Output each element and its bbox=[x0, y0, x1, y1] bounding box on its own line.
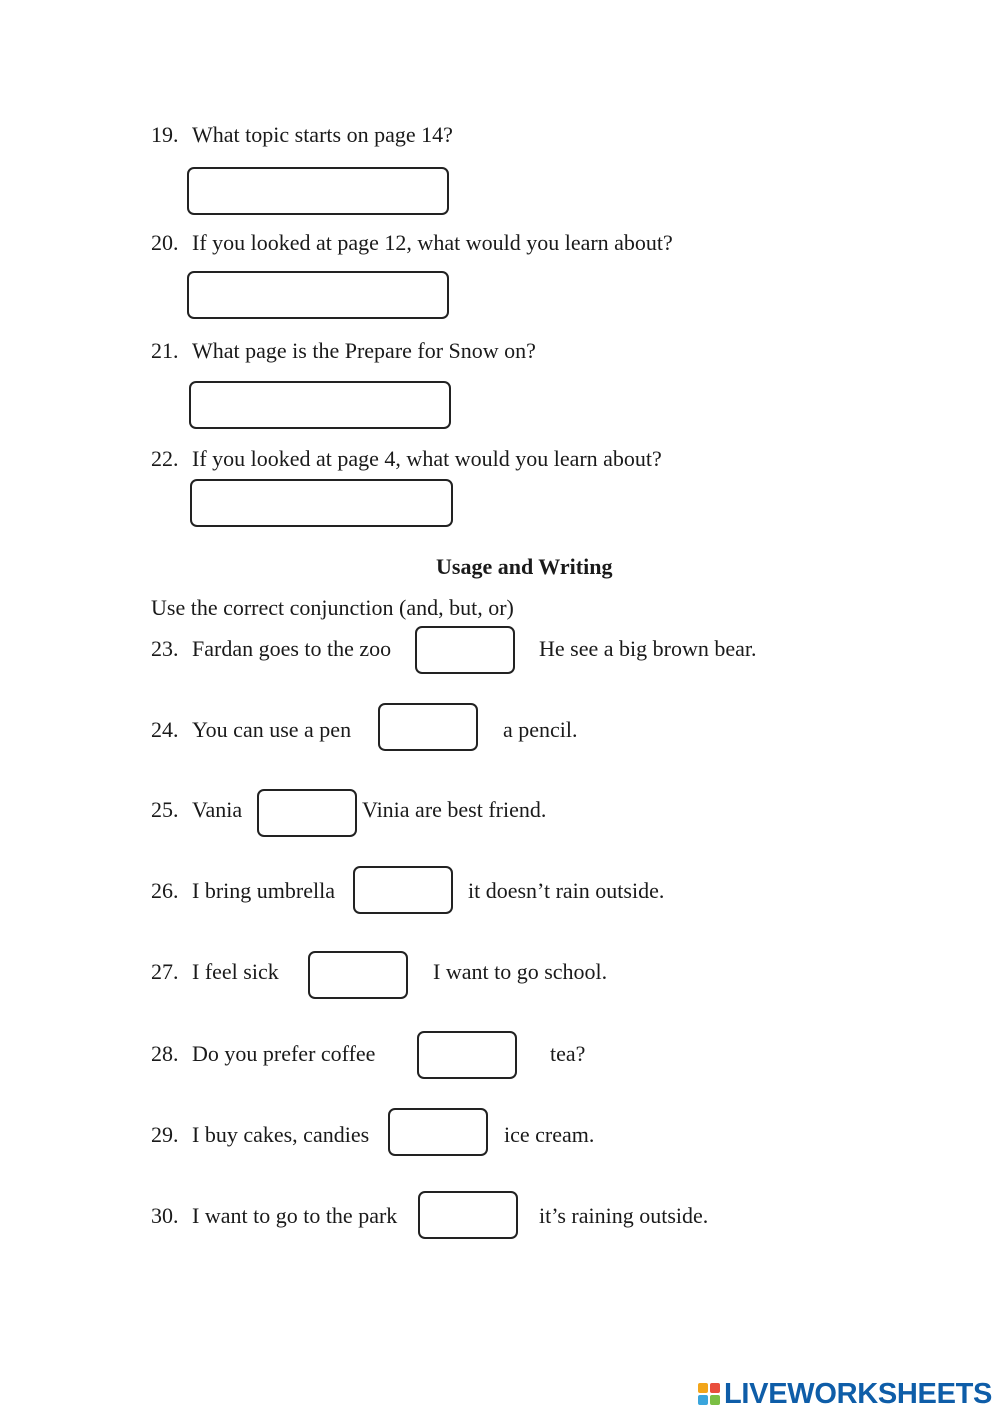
question-26-before: I bring umbrella bbox=[192, 878, 335, 903]
logo-text: LIVEWORKSHEETS bbox=[724, 1377, 993, 1410]
question-26-after: it doesn’t rain outside. bbox=[468, 878, 665, 903]
question-25-after: Vinia are best friend. bbox=[362, 797, 547, 822]
question-28-after: tea? bbox=[550, 1041, 586, 1066]
question-22-number: 22. bbox=[151, 446, 179, 471]
question-22-text: If you looked at page 4, what would you learn about? bbox=[192, 446, 662, 471]
answer-box-23[interactable] bbox=[415, 626, 515, 674]
question-25-number: 25. bbox=[151, 797, 179, 822]
answer-box-24[interactable] bbox=[378, 703, 478, 751]
logo-square-icon bbox=[698, 1383, 708, 1393]
section-title: Usage and Writing bbox=[436, 554, 613, 579]
logo-square-icon bbox=[710, 1383, 720, 1393]
logo-square-icon bbox=[710, 1395, 720, 1405]
question-26-number: 26. bbox=[151, 878, 179, 903]
answer-box-25[interactable] bbox=[257, 789, 357, 837]
question-23-number: 23. bbox=[151, 636, 179, 661]
question-21-number: 21. bbox=[151, 338, 179, 363]
question-29-before: I buy cakes, candies bbox=[192, 1122, 370, 1147]
section-instruction: Use the correct conjunction (and, but, or) bbox=[151, 595, 514, 620]
question-24-before: You can use a pen bbox=[192, 717, 352, 742]
question-27-before: I feel sick bbox=[192, 959, 279, 984]
question-27-after: I want to go school. bbox=[433, 959, 608, 984]
question-28-number: 28. bbox=[151, 1041, 179, 1066]
liveworksheets-logo bbox=[698, 1378, 992, 1410]
answer-box-19[interactable] bbox=[187, 167, 449, 215]
logo-mark-icon bbox=[698, 1383, 720, 1405]
question-23-before: Fardan goes to the zoo bbox=[192, 636, 392, 661]
question-25-before: Vania bbox=[192, 797, 243, 822]
answer-box-22[interactable] bbox=[190, 479, 453, 527]
answer-box-26[interactable] bbox=[353, 866, 453, 914]
question-23-after: He see a big brown bear. bbox=[539, 636, 757, 661]
question-30-number: 30. bbox=[151, 1203, 179, 1228]
answer-box-20[interactable] bbox=[187, 271, 449, 319]
answer-box-30[interactable] bbox=[418, 1191, 518, 1239]
logo-square-icon bbox=[698, 1395, 708, 1405]
question-27-number: 27. bbox=[151, 959, 179, 984]
question-30-before: I want to go to the park bbox=[192, 1203, 398, 1228]
question-21-text: What page is the Prepare for Snow on? bbox=[192, 338, 536, 363]
question-20-text: If you looked at page 12, what would you learn about? bbox=[192, 230, 673, 255]
question-20-number: 20. bbox=[151, 230, 179, 255]
question-30-after: it’s raining outside. bbox=[539, 1203, 709, 1228]
answer-box-21[interactable] bbox=[189, 381, 451, 429]
question-29-after: ice cream. bbox=[504, 1122, 595, 1147]
question-28-before: Do you prefer coffee bbox=[192, 1041, 376, 1066]
answer-box-29[interactable] bbox=[388, 1108, 488, 1156]
question-29-number: 29. bbox=[151, 1122, 179, 1147]
question-19-number: 19. bbox=[151, 122, 179, 147]
question-24-number: 24. bbox=[151, 717, 179, 742]
question-19-text: What topic starts on page 14? bbox=[192, 122, 453, 147]
question-24-after: a pencil. bbox=[503, 717, 578, 742]
answer-box-27[interactable] bbox=[308, 951, 408, 999]
answer-box-28[interactable] bbox=[417, 1031, 517, 1079]
